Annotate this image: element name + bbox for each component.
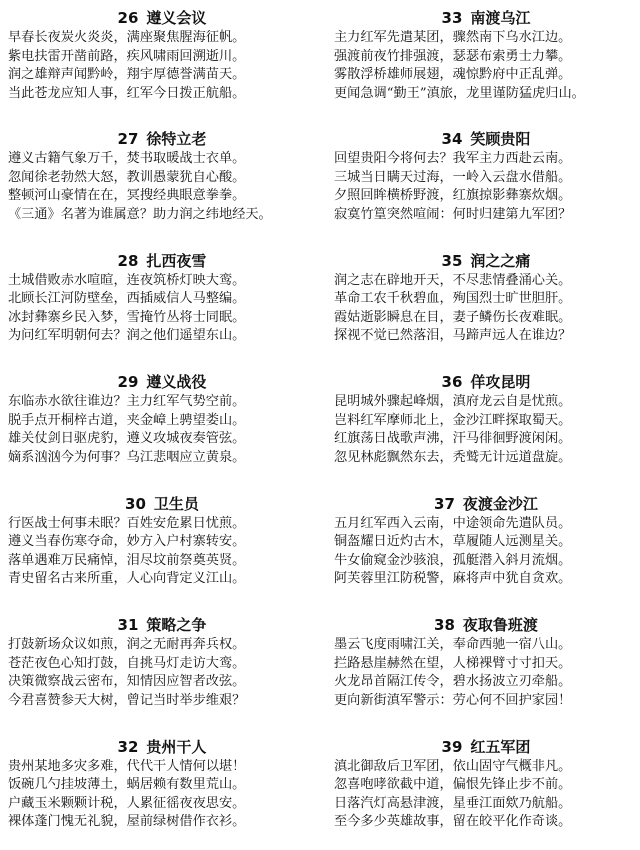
poem-block-26 xyxy=(0,0,320,121)
poem-line: 铜盔耀日近灼古木，草履随人远测星关。 xyxy=(334,534,572,550)
poem-number: 28 xyxy=(117,251,139,270)
poem-line: 北顾长江河防壁垒，西插威信人马整编。 xyxy=(8,291,246,307)
poem-line: 嫡系汹汹今为何事？乌江悲咽应立黄泉。 xyxy=(8,449,246,465)
poem-title xyxy=(8,615,316,635)
poem-line: 墨云飞度雨啸江关，奉命西驰一宿八山。 xyxy=(334,637,572,653)
poem-number: 34 xyxy=(441,130,463,149)
poem-line: 脱手点开桐梓古道，夹金嶂上骋望娄山。 xyxy=(8,412,246,428)
poem-line: 日落汽灯高悬津渡，星垂江面欸乃航船。 xyxy=(334,795,572,811)
poem-line: 雄关仗剑日驱虎豹，遵义攻城夜奏管弦。 xyxy=(8,431,246,447)
poem-number: 35 xyxy=(441,251,463,270)
poem-line: 苍茫夜色心知打鼓，自挑马灯走访大鸾。 xyxy=(8,655,246,671)
poem-line: 决策微察战云密布，知情因应智者改弦。 xyxy=(8,674,246,690)
poem-line: 主力红军先遣某团，骤然南下乌水江边。 xyxy=(334,30,572,45)
poem-title-text: 南渡乌江 xyxy=(470,9,531,27)
poem-title xyxy=(8,737,316,757)
poem-line: 更闻急调“勤王”滇旅，龙里谨防猛虎归山。 xyxy=(334,85,585,101)
poem-title xyxy=(334,737,638,757)
poem-number: 36 xyxy=(441,373,463,392)
poem-block-34 xyxy=(320,121,640,242)
poem-line: 红旗荡日战歌声沸，汗马徘徊野渡闲闲。 xyxy=(334,431,572,447)
poem-line: 裸体蓬门愧无礼貌，屋前绿树借作衣衫。 xyxy=(8,814,246,830)
poem-line: 三城当日瞒天过海，一岭入云盘水借船。 xyxy=(334,169,572,185)
poem-line: 忽见林彪飘然东去，秃鹫无计远道盘旋。 xyxy=(334,449,572,465)
poem-line: 冰封彝寨乡民入梦，雪掩竹丛将士同眠。 xyxy=(8,309,246,325)
poem-line: 更向新街滇军警示：劳心何不回护家园！ xyxy=(334,692,572,708)
poem-line: 打鼓新场众议如煎，润之无耐再奔兵权。 xyxy=(8,637,246,653)
poem-number: 37 xyxy=(434,494,455,513)
poem-title-text: 红五军团 xyxy=(470,737,531,756)
poem-line: 润之志在辟地开天，不尽悲情叠涌心关。 xyxy=(334,272,572,288)
poem-line: 强渡前夜竹排强渡，瑟瑟布索勇士力攀。 xyxy=(334,48,572,64)
poem-title xyxy=(334,8,638,28)
poem-block-29 xyxy=(0,364,320,485)
poem-line: 滇北御敌后卫军团，依山固守气概非凡。 xyxy=(334,758,572,774)
poem-title-text: 徐特立老 xyxy=(146,130,207,149)
poem-title-text: 佯攻昆明 xyxy=(470,373,531,392)
poem-line: 东临赤水欲往谁边？主力红军气势空前。 xyxy=(8,394,246,410)
poem-line: 忽喜咆哮欲截中道，偏恨先锋止步不前。 xyxy=(334,777,572,793)
poem-title-text: 扎西夜雪 xyxy=(146,251,207,270)
poem-title xyxy=(334,615,638,635)
poem-title-text: 策略之争 xyxy=(146,616,207,635)
poem-number: 29 xyxy=(117,373,139,392)
poem-line: 遵义古籍气象万千，焚书取暖战士衣单。 xyxy=(8,151,246,167)
poem-block-36 xyxy=(320,364,640,485)
poem-line: 饭碗几勺挂坡薄土，蜗居赖有数里荒山。 xyxy=(8,777,246,793)
poem-line: 为问红军明朝何去？润之他们遥望东山。 xyxy=(8,328,246,344)
poem-line: 五月红军西入云南，中途领命先遣队员。 xyxy=(334,515,572,531)
poem-block-30 xyxy=(0,486,320,607)
poem-number: 33 xyxy=(441,9,463,27)
poem-line: 夕照回眸横桥野渡，红旗掠影彝寨炊烟。 xyxy=(334,188,572,204)
poem-line: 至今多少英雄故事，留在皎平化作奇谈。 xyxy=(334,814,572,830)
poem-line: 土城借败赤水喧暄，连夜筑桥灯映大鸾。 xyxy=(8,272,246,288)
poem-line: 火龙昂首隔江传令，碧水扬波立刃牵船。 xyxy=(334,674,572,690)
poem-line: 《三通》名著为谁属意？助力润之纬地经天。 xyxy=(8,206,272,222)
poem-title xyxy=(8,251,316,271)
poem-line: 落单遇难万民痛悼，泪尽坟前祭奠英贤。 xyxy=(8,552,246,568)
poem-title xyxy=(334,494,638,514)
poem-line: 紫电扶雷开凿前路，疾风啸雨回溯逝川。 xyxy=(8,48,246,64)
poem-block-37 xyxy=(320,486,640,607)
poem-title-text: 遵义会议 xyxy=(146,9,207,27)
poem-line: 牛女偷窥金沙骇浪，孤艇潜入斜月流烟。 xyxy=(334,552,572,568)
poem-title xyxy=(8,372,316,392)
poem-number: 38 xyxy=(434,616,455,635)
poem-title xyxy=(334,129,638,149)
poem-line: 雾散浮桥雄师展翅，魂惊黔府中正乱弹。 xyxy=(334,67,572,82)
poem-line: 青史留名古来所重，人心向背定义江山。 xyxy=(8,571,246,587)
poem-line: 户藏玉米颗颗计税，人累征徭夜夜思安。 xyxy=(8,795,246,811)
poem-line: 今君喜赞参天大树，曾记当时举步维艰？ xyxy=(8,692,246,708)
poem-number: 32 xyxy=(117,737,139,756)
poem-line: 昆明城外骤起峰烟，滇府龙云自是忧煎。 xyxy=(334,394,572,410)
poem-line: 拦路悬崖赫然在望，人梯裸臂寸寸扣天。 xyxy=(334,655,572,671)
poem-line: 阿芙蓉里江防税警，麻将声中犹自贪欢。 xyxy=(334,571,572,587)
poem-line: 整顿河山豪情在在，冥搜经典眼意拳拳。 xyxy=(8,188,246,204)
poem-title-text: 笑顾贵阳 xyxy=(470,130,531,149)
poem-line: 寂寞竹篁突然喧闹：何时归建第九军团？ xyxy=(334,206,572,222)
poem-title-text: 润之之痛 xyxy=(470,251,531,270)
poem-line: 行医战士何事未眠？百姓安危累日忧煎。 xyxy=(8,515,246,531)
poem-block-39 xyxy=(320,729,640,850)
poem-title-text: 卫生员 xyxy=(153,494,199,513)
poem-line: 遵义当春伤寒夺命，妙方入户村寨转安。 xyxy=(8,534,246,550)
poem-block-31 xyxy=(0,607,320,728)
poem-title xyxy=(8,8,316,28)
poem-line: 探视不觉已然落泪，马蹄声远人在谁边？ xyxy=(334,328,572,344)
poem-block-32 xyxy=(0,729,320,850)
poem-line: 回望贵阳今将何去？我军主力西赴云南。 xyxy=(334,151,572,167)
poem-block-33 xyxy=(320,0,640,121)
poem-title xyxy=(334,251,638,271)
poem-number: 26 xyxy=(117,9,139,27)
poem-line: 岂料红军摩师北上，金沙江畔探取蜀天。 xyxy=(334,412,572,428)
poem-title xyxy=(8,494,316,514)
poem-title xyxy=(334,372,638,392)
poem-number: 39 xyxy=(441,737,463,756)
poem-block-38 xyxy=(320,607,640,728)
poem-block-27 xyxy=(0,121,320,242)
poem-title-text: 夜取鲁班渡 xyxy=(462,616,538,635)
poem-line: 忽闻徐老勃然大怒，教训愚蒙犹自心酸。 xyxy=(8,169,246,185)
poem-block-28 xyxy=(0,243,320,364)
poem-number: 30 xyxy=(125,494,146,513)
poem-number: 27 xyxy=(117,130,139,149)
poem-title-text: 夜渡金沙江 xyxy=(462,494,538,513)
poem-title-text: 遵义战役 xyxy=(146,373,207,392)
poem-title xyxy=(8,129,316,149)
poem-line: 早春长夜炭火炎炎，满座聚焦腥海征帆。 xyxy=(8,30,246,45)
poem-block-35 xyxy=(320,243,640,364)
poem-line: 霞姑逝影瞬息在目，妻子鳞伤长夜难眠。 xyxy=(334,309,572,325)
poem-line: 当此苍龙应知人事，红军今日拨正航船。 xyxy=(8,85,246,101)
poem-line: 贵州某地多灾多难，代代干人情何以堪！ xyxy=(8,758,246,774)
poem-line: 革命工农千秋碧血，殉国烈士旷世胆肝。 xyxy=(334,291,572,307)
poem-line: 润之雄辩声闻黔岭，翔宇厚德誉满苗天。 xyxy=(8,67,246,82)
poem-title-text: 贵州干人 xyxy=(146,737,207,756)
poem-number: 31 xyxy=(117,616,139,635)
